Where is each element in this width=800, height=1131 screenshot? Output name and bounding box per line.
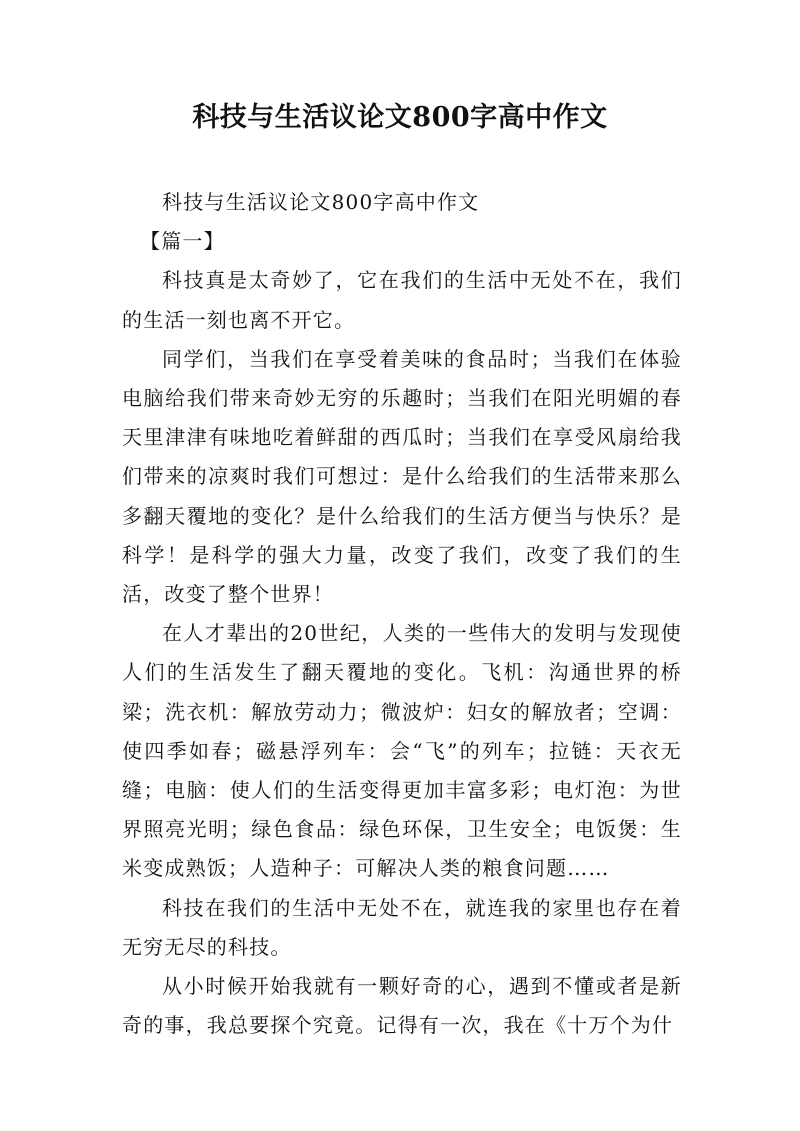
paragraph-1: 科技真是太奇妙了，它在我们的生活中无处不在，我们的生活一刻也离不开它。 [122,268,682,332]
paragraph-4: 科技在我们的生活中无处不在，就连我的家里也存在着无穷无尽的科技。 [122,895,682,959]
document-subtitle: 科技与生活议论文800字高中作文 [162,190,480,214]
document-body [122,183,682,1045]
document-title: 科技与生活议论文800字高中作文 [192,102,608,133]
paragraph-5: 从小时候开始我就有一颗好奇的心，遇到不懂或者是新奇的事，我总要探个究竟。记得有一次，我在《十万个为什 [122,974,682,1038]
section-label: 【篇一】 [140,229,225,254]
paragraph-2: 同学们，当我们在享受着美味的食品时；当我们在体验电脑给我们带来奇妙无穷的乐趣时；当我们在阳光明媚的春天里津津有味地吃着鲜甜的西瓜时；当我们在享受风扇给我们带来的凉爽时我们可想过：是什么给我们的生活带来那么多翻天覆地的变化？是什么给我们的生活方便当与快乐？是科学！是科学的强大力量，改变了我们，改变了我们的生活，改变了整个世界！ [122,346,682,607]
paragraph-3: 在人才辈出的20世纪，人类的一些伟大的发明与发现使人们的生活发生了翻天覆地的变化。飞机：沟通世界的桥梁；洗衣机：解放劳动力；微波炉：妇女的解放者；空调：使四季如春；磁悬浮列车：会“飞”的列车；拉链：天衣无缝；电脑：使人们的生活变得更加丰富多彩；电灯泡：为世界照亮光明；绿色食品：绿色环保，卫生安全；电饭煲：生米变成熟饭；人造种子：可解决人类的粮食问题…… [122,621,682,881]
